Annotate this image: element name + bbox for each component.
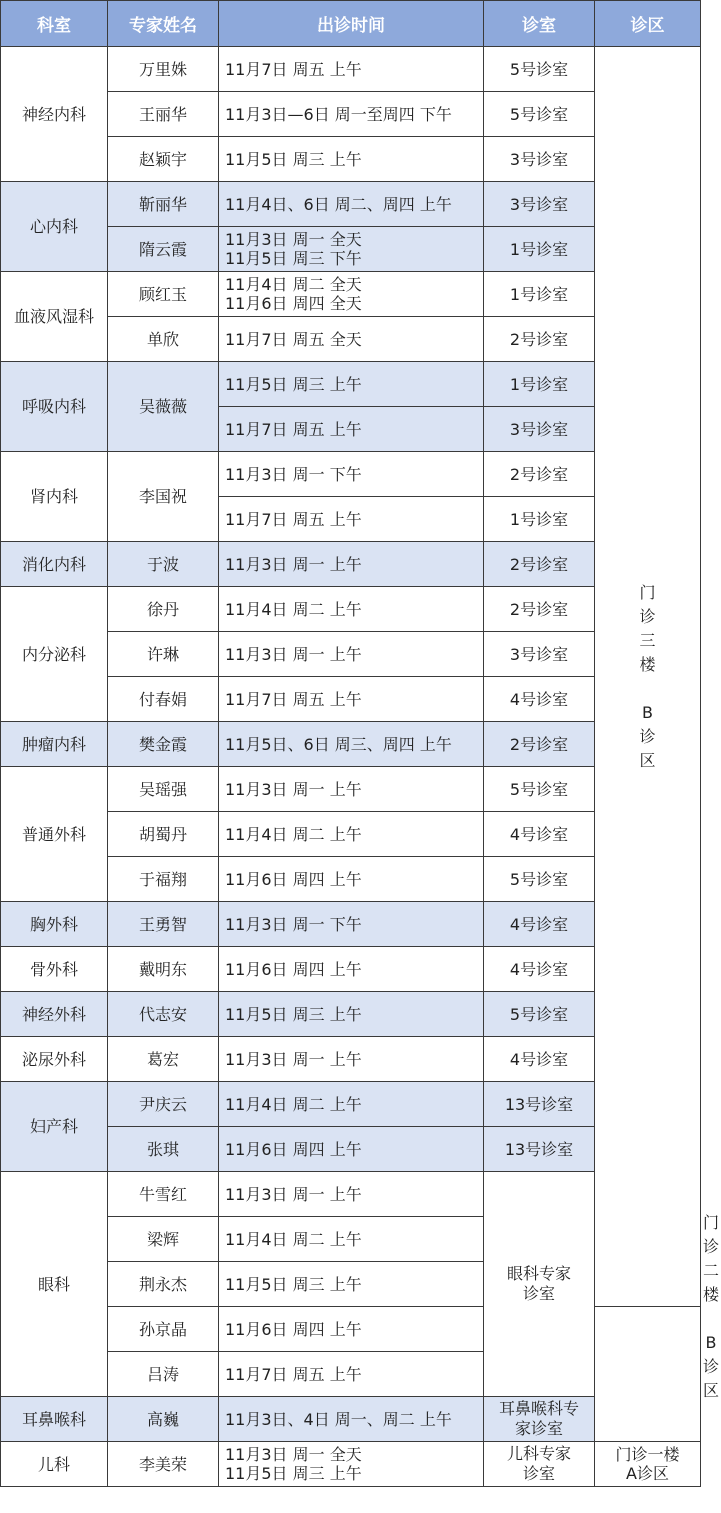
header-department: 科室 xyxy=(1,1,108,47)
clinic-time-line: 11月7日 周五 上午 xyxy=(225,689,362,709)
room-label: 1号诊室 xyxy=(509,239,569,259)
clinic-time-cell xyxy=(219,542,484,587)
clinic-time-cell xyxy=(219,137,484,182)
clinic-time-line: 11月3日 周一 下午 xyxy=(225,464,362,484)
room-cell xyxy=(484,137,595,182)
room-label: 5号诊室 xyxy=(509,779,569,799)
room-label: 4号诊室 xyxy=(509,824,569,844)
clinic-time-line: 11月3日、4日 周一、周二 上午 xyxy=(225,1409,452,1429)
clinic-time-cell xyxy=(219,272,484,317)
clinic-area-char: 区 xyxy=(702,1380,719,1400)
room-label: 1号诊室 xyxy=(509,374,569,394)
department-cell: 胸外科 xyxy=(1,902,108,947)
clinic-area-char: 门 xyxy=(702,1212,719,1232)
doctor-name-cell: 吴瑶强 xyxy=(108,767,219,812)
room-label: 5号诊室 xyxy=(509,1004,569,1024)
room-cell xyxy=(484,857,595,902)
clinic-time-line: 11月6日 周四 上午 xyxy=(225,1319,362,1339)
clinic-time-cell xyxy=(219,92,484,137)
room-cell xyxy=(484,1037,595,1082)
room-label: 耳鼻喉科专家诊室 xyxy=(499,1399,580,1438)
clinic-time-cell xyxy=(219,722,484,767)
clinic-time-line: 11月3日 周一 下午 xyxy=(225,914,362,934)
clinic-time-line: 11月7日 周五 全天 xyxy=(225,329,362,349)
room-cell xyxy=(484,902,595,947)
department-cell: 普通外科 xyxy=(1,767,108,902)
header-room: 诊室 xyxy=(484,1,595,47)
clinic-time-cell xyxy=(219,1352,484,1397)
room-cell xyxy=(484,452,595,497)
header-row xyxy=(1,1,701,47)
room-label: 13号诊室 xyxy=(504,1139,574,1159)
department-cell: 儿科 xyxy=(1,1442,108,1487)
clinic-time-line: 11月3日 周一 上午 xyxy=(225,1184,362,1204)
room-label: 3号诊室 xyxy=(509,644,569,664)
clinic-area-char: 门 xyxy=(639,582,656,602)
room-label: 2号诊室 xyxy=(509,734,569,754)
room-label: 儿科专家诊室 xyxy=(507,1444,572,1483)
room-label: 2号诊室 xyxy=(509,554,569,574)
room-label: 5号诊室 xyxy=(509,869,569,889)
clinic-time-line: 11月5日 周三 下午 xyxy=(225,249,362,268)
clinic-time-cell xyxy=(219,497,484,542)
doctor-name-cell: 许琳 xyxy=(108,632,219,677)
clinic-time-line: 11月3日 周一 上午 xyxy=(225,644,362,664)
doctor-name-cell: 尹庆云 xyxy=(108,1082,219,1127)
clinic-time-cell xyxy=(219,407,484,452)
clinic-time-cell xyxy=(219,857,484,902)
table-row xyxy=(1,1397,701,1442)
clinic-time-line: 11月3日 周一 上午 xyxy=(225,554,362,574)
clinic-time-line: 11月5日 周三 上午 xyxy=(225,149,362,169)
department-cell: 耳鼻喉科 xyxy=(1,1397,108,1442)
clinic-time-line: 11月5日 周三 上午 xyxy=(225,1274,362,1294)
header-time: 出诊时间 xyxy=(219,1,484,47)
clinic-area-char: 楼 xyxy=(639,654,656,674)
room-cell xyxy=(484,497,595,542)
clinic-time-line: 11月3日—6日 周一至周四 下午 xyxy=(225,104,452,124)
doctor-name-cell: 戴明东 xyxy=(108,947,219,992)
room-label: 5号诊室 xyxy=(509,104,569,124)
department-cell: 血液风湿科 xyxy=(1,272,108,362)
room-label: 2号诊室 xyxy=(509,329,569,349)
room-label: 13号诊室 xyxy=(504,1094,574,1114)
clinic-time-line: 11月7日 周五 上午 xyxy=(225,419,362,439)
clinic-time-cell xyxy=(219,362,484,407)
header-area: 诊区 xyxy=(595,1,701,47)
room-cell xyxy=(484,1172,595,1397)
clinic-time-cell xyxy=(219,182,484,227)
room-label: 2号诊室 xyxy=(509,464,569,484)
clinic-time-cell xyxy=(219,317,484,362)
clinic-area-char: 诊 xyxy=(639,726,656,746)
room-cell xyxy=(484,1397,595,1442)
table-row xyxy=(1,1442,701,1487)
clinic-time-line: 11月3日 周一 全天 xyxy=(225,1445,362,1464)
clinic-time-cell xyxy=(219,1127,484,1172)
doctor-name-cell: 徐丹 xyxy=(108,587,219,632)
clinic-time-line: 11月5日 周三 上午 xyxy=(225,374,362,394)
clinic-area-label: 门诊一楼 xyxy=(615,1445,680,1464)
room-cell xyxy=(484,92,595,137)
doctor-name-cell: 樊金霞 xyxy=(108,722,219,767)
room-cell xyxy=(484,812,595,857)
doctor-name-cell: 赵颖宇 xyxy=(108,137,219,182)
room-cell xyxy=(484,947,595,992)
clinic-time-line: 11月4日 周二 上午 xyxy=(225,1094,362,1114)
room-cell xyxy=(484,632,595,677)
room-cell xyxy=(484,722,595,767)
clinic-time-line: 11月4日 周二 上午 xyxy=(225,824,362,844)
clinic-time-cell xyxy=(219,992,484,1037)
department-cell: 内分泌科 xyxy=(1,587,108,722)
clinic-time-line: 11月4日 周二 上午 xyxy=(225,599,362,619)
room-cell xyxy=(484,1082,595,1127)
clinic-time-cell xyxy=(219,1082,484,1127)
clinic-time-cell xyxy=(219,902,484,947)
clinic-time-line: 11月3日 周一 上午 xyxy=(225,779,362,799)
room-label: 4号诊室 xyxy=(509,1049,569,1069)
department-cell: 眼科 xyxy=(1,1172,108,1397)
doctor-name-cell: 隋云霞 xyxy=(108,227,219,272)
room-cell xyxy=(484,767,595,812)
clinic-time-line: 11月7日 周五 上午 xyxy=(225,1364,362,1384)
room-label: 3号诊室 xyxy=(509,149,569,169)
clinic-area-label xyxy=(638,581,658,773)
department-cell: 消化内科 xyxy=(1,542,108,587)
clinic-time-cell xyxy=(219,47,484,92)
room-cell xyxy=(484,992,595,1037)
doctor-name-cell: 荆永杰 xyxy=(108,1262,219,1307)
doctor-name-cell: 吴薇薇 xyxy=(108,362,219,452)
clinic-area-char: 楼 xyxy=(702,1284,719,1304)
clinic-area-char: B xyxy=(642,702,653,722)
clinic-time-cell xyxy=(219,1037,484,1082)
doctor-name-cell: 王丽华 xyxy=(108,92,219,137)
room-cell xyxy=(484,47,595,92)
clinic-area-char: 诊 xyxy=(639,606,656,626)
clinic-time-cell xyxy=(219,812,484,857)
header-doctor: 专家姓名 xyxy=(108,1,219,47)
department-cell: 妇产科 xyxy=(1,1082,108,1172)
table-row xyxy=(1,47,701,92)
doctor-name-cell: 单欣 xyxy=(108,317,219,362)
room-label: 4号诊室 xyxy=(509,689,569,709)
doctor-name-cell: 梁辉 xyxy=(108,1217,219,1262)
clinic-area-char xyxy=(638,677,658,701)
clinic-time-line: 11月4日 周二 全天 xyxy=(225,275,362,294)
room-cell xyxy=(484,1127,595,1172)
clinic-time-cell xyxy=(219,587,484,632)
clinic-area-cell xyxy=(595,1442,701,1487)
clinic-time-line: 11月6日 周四 上午 xyxy=(225,869,362,889)
clinic-time-line: 11月7日 周五 上午 xyxy=(225,509,362,529)
clinic-area-char: 诊 xyxy=(702,1356,719,1376)
room-label: 1号诊室 xyxy=(509,509,569,529)
clinic-time-line: 11月3日 周一 全天 xyxy=(225,230,362,249)
clinic-area-label xyxy=(701,1211,721,1403)
department-cell: 泌尿外科 xyxy=(1,1037,108,1082)
clinic-time-cell xyxy=(219,1172,484,1217)
clinic-time-line: 11月5日 周三 上午 xyxy=(225,1004,362,1024)
room-cell xyxy=(484,1442,595,1487)
room-cell xyxy=(484,542,595,587)
room-label: 眼科专家诊室 xyxy=(507,1264,572,1303)
doctor-name-cell: 牛雪红 xyxy=(108,1172,219,1217)
doctor-name-cell: 付春娟 xyxy=(108,677,219,722)
clinic-time-line: 11月5日、6日 周三、周四 上午 xyxy=(225,734,452,754)
doctor-name-cell: 万里姝 xyxy=(108,47,219,92)
clinic-time-cell xyxy=(219,227,484,272)
room-label: 3号诊室 xyxy=(509,194,569,214)
doctor-name-cell: 张琪 xyxy=(108,1127,219,1172)
room-label: 2号诊室 xyxy=(509,599,569,619)
room-cell xyxy=(484,587,595,632)
clinic-time-cell xyxy=(219,632,484,677)
doctor-name-cell: 孙京晶 xyxy=(108,1307,219,1352)
clinic-time-cell xyxy=(219,1217,484,1262)
clinic-time-cell xyxy=(219,1307,484,1352)
room-label: 4号诊室 xyxy=(509,914,569,934)
doctor-name-cell: 王勇智 xyxy=(108,902,219,947)
clinic-time-cell xyxy=(219,452,484,497)
doctor-name-cell: 于波 xyxy=(108,542,219,587)
doctor-name-cell: 胡蜀丹 xyxy=(108,812,219,857)
clinic-area-char: 三 xyxy=(639,630,656,650)
doctor-name-cell: 于福翔 xyxy=(108,857,219,902)
clinic-time-line: 11月4日、6日 周二、周四 上午 xyxy=(225,194,452,214)
clinic-time-line: 11月3日 周一 上午 xyxy=(225,1049,362,1069)
doctor-name-cell: 李美荣 xyxy=(108,1442,219,1487)
schedule-body xyxy=(1,47,719,1487)
clinic-area-char: 诊 xyxy=(702,1236,719,1256)
clinic-time-line: 11月6日 周四 全天 xyxy=(225,294,362,313)
room-cell xyxy=(484,272,595,317)
clinic-time-line: 11月7日 周五 上午 xyxy=(225,59,362,79)
room-label: 5号诊室 xyxy=(509,59,569,79)
doctor-name-cell: 靳丽华 xyxy=(108,182,219,227)
clinic-area-char: B xyxy=(705,1332,717,1352)
clinic-time-cell xyxy=(219,947,484,992)
department-cell: 呼吸内科 xyxy=(1,362,108,452)
room-cell xyxy=(484,182,595,227)
department-cell: 神经外科 xyxy=(1,992,108,1037)
clinic-area-char: 二 xyxy=(702,1260,719,1280)
doctor-name-cell: 高巍 xyxy=(108,1397,219,1442)
clinic-time-line: 11月5日 周三 上午 xyxy=(225,1464,362,1483)
clinic-time-line: 11月6日 周四 上午 xyxy=(225,1139,362,1159)
doctor-name-cell: 代志安 xyxy=(108,992,219,1037)
room-cell xyxy=(484,407,595,452)
room-label: 4号诊室 xyxy=(509,959,569,979)
room-cell xyxy=(484,227,595,272)
clinic-time-cell xyxy=(219,767,484,812)
room-label: 1号诊室 xyxy=(509,284,569,304)
doctor-name-cell: 吕涛 xyxy=(108,1352,219,1397)
doctor-name-cell: 葛宏 xyxy=(108,1037,219,1082)
doctor-name-cell: 李国祝 xyxy=(108,452,219,542)
department-cell: 骨外科 xyxy=(1,947,108,992)
doctor-name-cell: 顾红玉 xyxy=(108,272,219,317)
room-label: 3号诊室 xyxy=(509,419,569,439)
clinic-time-cell xyxy=(219,1397,484,1442)
clinic-time-cell xyxy=(219,1262,484,1307)
clinic-area-label: A诊区 xyxy=(626,1464,669,1483)
department-cell: 心内科 xyxy=(1,182,108,272)
department-cell: 肿瘤内科 xyxy=(1,722,108,767)
room-cell xyxy=(484,677,595,722)
clinic-area-cell xyxy=(595,47,701,1307)
clinic-time-cell xyxy=(219,1442,484,1487)
clinic-time-cell xyxy=(219,677,484,722)
clinic-time-line: 11月6日 周四 上午 xyxy=(225,959,362,979)
clinic-area-char: 区 xyxy=(639,750,656,770)
department-cell: 肾内科 xyxy=(1,452,108,542)
clinic-area-char xyxy=(701,1307,721,1331)
department-cell: 神经内科 xyxy=(1,47,108,182)
room-cell xyxy=(484,362,595,407)
clinic-time-line: 11月4日 周二 上午 xyxy=(225,1229,362,1249)
room-cell xyxy=(484,317,595,362)
